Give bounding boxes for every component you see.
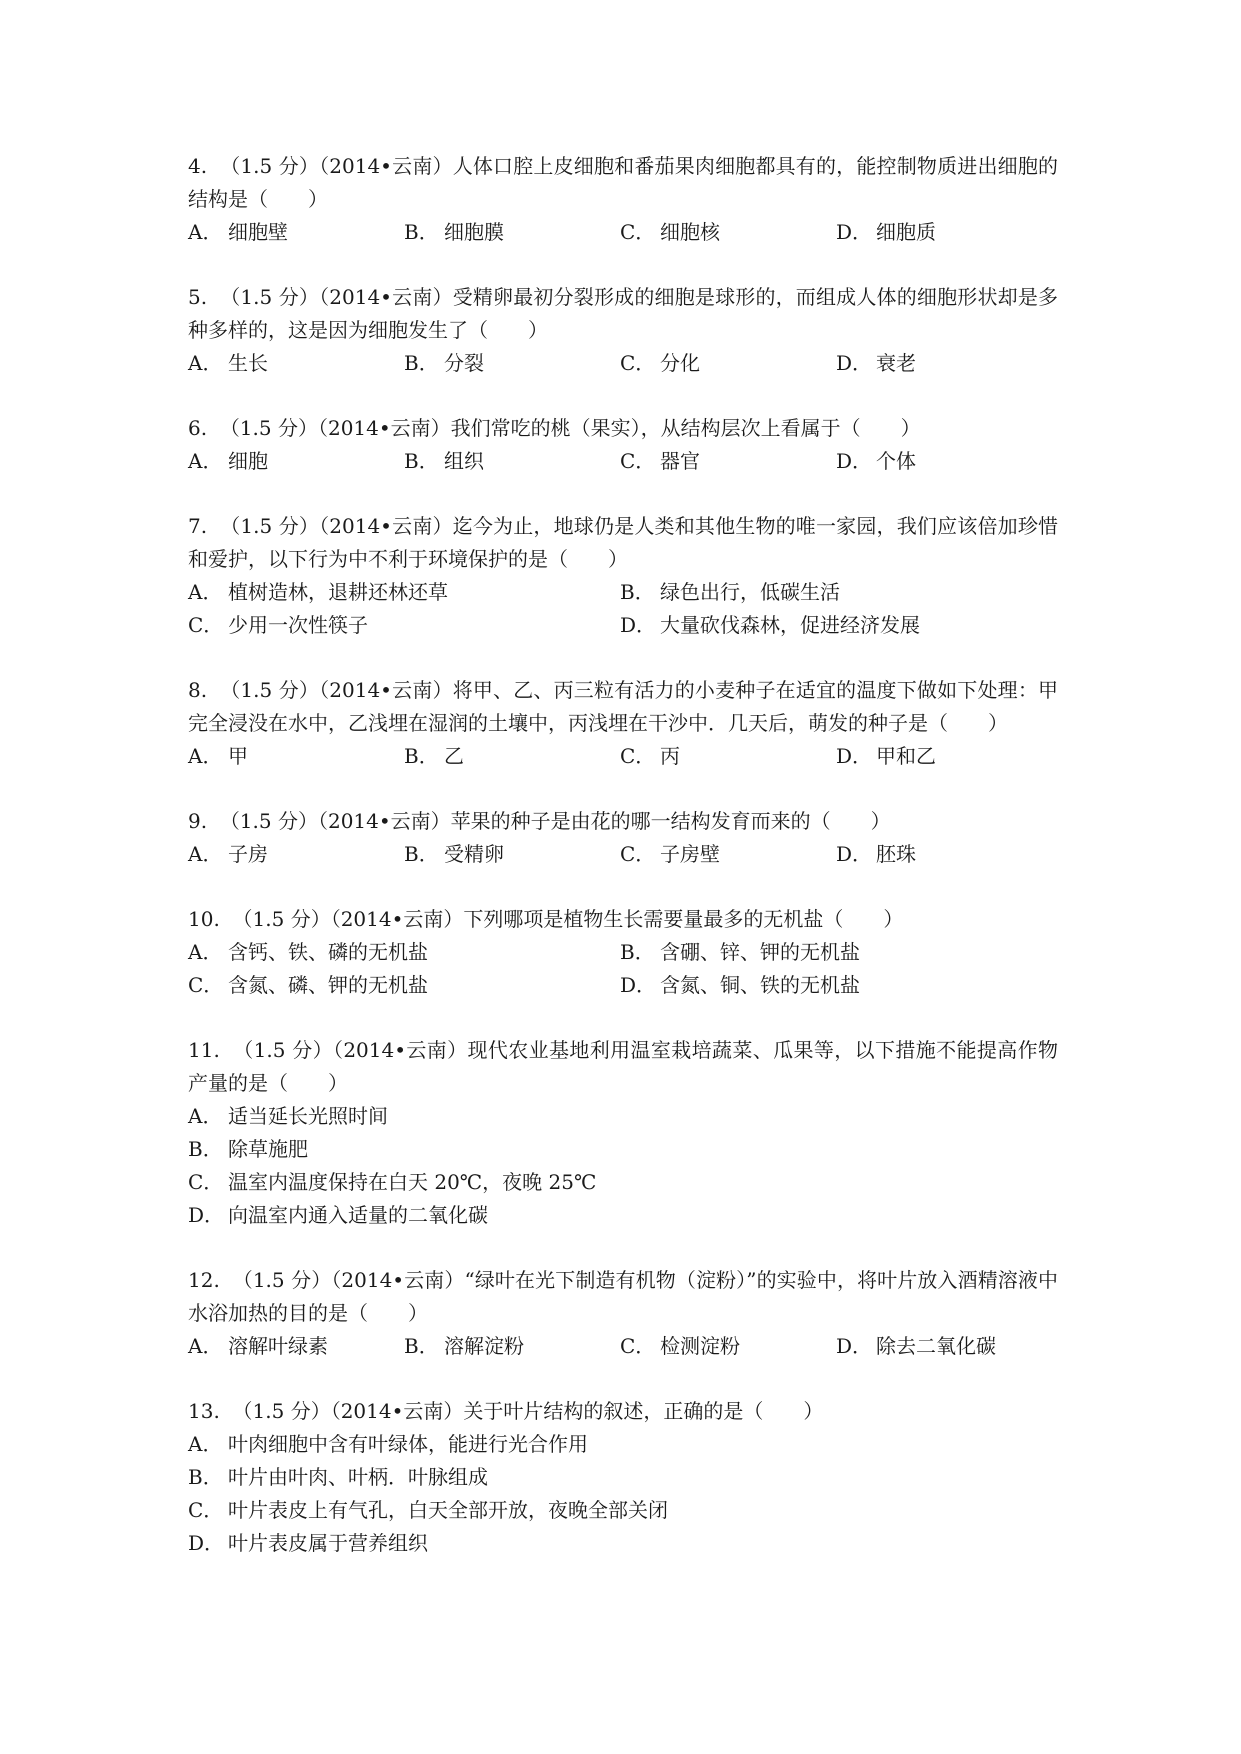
option-letter: D． [188, 1203, 225, 1227]
option-text: 细胞质 [876, 220, 936, 244]
question-number: 4. [188, 154, 208, 178]
question-7 [188, 510, 1058, 642]
option-letter: A． [188, 744, 223, 768]
option-a [188, 347, 404, 380]
question-text: （1.5 分）（2014•云南）关于叶片结构的叙述，正确的是（ ） [232, 1399, 824, 1423]
option-letter: D． [836, 842, 873, 866]
option-text: 细胞壁 [228, 220, 288, 244]
question-text: （1.5 分）（2014•云南）现代农业基地利用温室栽培蔬菜、瓜果等，以下措施不能提高作物产量的是（ ） [188, 1038, 1059, 1095]
option-b [188, 1461, 1058, 1494]
option-letter: C． [620, 351, 656, 375]
option-letter: B． [620, 940, 655, 964]
option-d [836, 838, 1052, 871]
option-a [188, 1330, 404, 1363]
option-text: 乙 [444, 744, 464, 768]
option-a [188, 445, 404, 478]
option-b [404, 445, 620, 478]
option-letter: D． [188, 1531, 225, 1555]
option-a [188, 740, 404, 773]
option-text: 向温室内通入适量的二氧化碳 [228, 1203, 488, 1227]
question-text: （1.5 分）（2014•云南）将甲、乙、丙三粒有活力的小麦种子在适宜的温度下做如下处理：甲完全浸没在水中，乙浅埋在湿润的土壤中，丙浅埋在干沙中．几天后，萌发的种子是（ ） [188, 678, 1059, 735]
option-b [404, 347, 620, 380]
option-letter: C． [620, 449, 656, 473]
answer-options [188, 216, 1058, 249]
option-letter: B． [404, 744, 439, 768]
option-letter: A． [188, 580, 223, 604]
option-b [404, 1330, 620, 1363]
option-text: 分化 [660, 351, 700, 375]
question-number: 7. [188, 514, 208, 538]
question-10 [188, 903, 1058, 1002]
option-letter: D． [620, 613, 657, 637]
option-c [188, 1494, 1058, 1527]
option-text: 受精卵 [444, 842, 504, 866]
option-text: 叶肉细胞中含有叶绿体，能进行光合作用 [228, 1432, 588, 1456]
option-letter: A． [188, 1104, 223, 1128]
question-12 [188, 1264, 1058, 1363]
question-stem [188, 412, 1058, 445]
question-text: （1.5 分）（2014•云南）“绿叶在光下制造有机物（淀粉）”的实验中，将叶片放入酒精溶液中水浴加热的目的是（ ） [188, 1268, 1058, 1325]
question-number: 10. [188, 907, 220, 931]
question-text: （1.5 分）（2014•云南）人体口腔上皮细胞和番茄果肉细胞都具有的，能控制物质进出细胞的结构是（ ） [188, 154, 1059, 211]
question-5 [188, 281, 1058, 380]
option-d [188, 1199, 1058, 1232]
option-letter: A． [188, 351, 223, 375]
option-c [188, 1166, 1058, 1199]
option-b [620, 576, 1052, 609]
option-text: 甲 [228, 744, 248, 768]
question-text: （1.5 分）（2014•云南）受精卵最初分裂形成的细胞是球形的，而组成人体的细胞形状却是多种多样的，这是因为细胞发生了（ ） [188, 285, 1059, 342]
question-stem [188, 674, 1058, 740]
option-d [620, 969, 1052, 1002]
question-9 [188, 805, 1058, 871]
option-letter: C． [620, 1334, 656, 1358]
option-text: 组织 [444, 449, 484, 473]
option-text: 甲和乙 [876, 744, 936, 768]
question-stem [188, 1395, 1058, 1428]
option-letter: A． [188, 220, 223, 244]
question-stem [188, 150, 1058, 216]
option-text: 含氮、铜、铁的无机盐 [660, 973, 860, 997]
option-text: 溶解淀粉 [444, 1334, 524, 1358]
option-b [404, 216, 620, 249]
option-letter: B． [404, 351, 439, 375]
option-letter: A． [188, 842, 223, 866]
option-letter: D． [836, 351, 873, 375]
option-d [836, 216, 1052, 249]
option-d [836, 347, 1052, 380]
option-d [620, 609, 1052, 642]
question-4 [188, 150, 1058, 249]
question-number: 9. [188, 809, 208, 833]
option-text: 胚珠 [876, 842, 916, 866]
option-letter: B． [404, 449, 439, 473]
option-letter: B． [404, 1334, 439, 1358]
option-d [836, 1330, 1052, 1363]
option-text: 子房 [228, 842, 268, 866]
answer-options [188, 445, 1058, 478]
option-letter: B． [188, 1465, 223, 1489]
question-number: 11. [188, 1038, 220, 1062]
exam-page [188, 150, 1058, 1592]
answer-options [188, 740, 1058, 773]
question-stem [188, 1264, 1058, 1330]
option-c [620, 740, 836, 773]
option-text: 衰老 [876, 351, 916, 375]
question-number: 12. [188, 1268, 220, 1292]
option-text: 叶片由叶肉、叶柄．叶脉组成 [228, 1465, 488, 1489]
question-number: 13. [188, 1399, 220, 1423]
option-letter: A． [188, 940, 223, 964]
option-text: 含氮、磷、钾的无机盐 [228, 973, 428, 997]
answer-options [188, 1330, 1058, 1363]
option-letter: C． [188, 973, 224, 997]
option-letter: A． [188, 449, 223, 473]
option-a [188, 1428, 1058, 1461]
option-letter: C． [188, 1498, 224, 1522]
option-text: 细胞核 [660, 220, 720, 244]
option-text: 少用一次性筷子 [228, 613, 368, 637]
option-text: 除去二氧化碳 [876, 1334, 996, 1358]
option-text: 大量砍伐森林，促进经济发展 [660, 613, 920, 637]
option-b [620, 936, 1052, 969]
option-text: 除草施肥 [228, 1137, 308, 1161]
option-d [836, 445, 1052, 478]
option-text: 细胞 [228, 449, 268, 473]
option-text: 温室内温度保持在白天 20℃，夜晚 25℃ [228, 1170, 597, 1194]
option-d [188, 1527, 1058, 1560]
option-c [188, 969, 620, 1002]
option-letter: D． [836, 449, 873, 473]
option-c [620, 347, 836, 380]
question-number: 5. [188, 285, 208, 309]
question-6 [188, 412, 1058, 478]
option-text: 植树造林，退耕还林还草 [228, 580, 448, 604]
question-text: （1.5 分）（2014•云南）苹果的种子是由花的哪一结构发育而来的（ ） [219, 809, 891, 833]
option-c [620, 1330, 836, 1363]
option-letter: B． [188, 1137, 223, 1161]
option-a [188, 216, 404, 249]
question-stem [188, 510, 1058, 576]
option-text: 子房壁 [660, 842, 720, 866]
option-a [188, 936, 620, 969]
option-b [188, 1133, 1058, 1166]
option-text: 分裂 [444, 351, 484, 375]
option-text: 丙 [660, 744, 680, 768]
option-letter: A． [188, 1432, 223, 1456]
answer-options [188, 347, 1058, 380]
option-c [188, 609, 620, 642]
option-a [188, 838, 404, 871]
question-stem [188, 281, 1058, 347]
option-letter: B． [620, 580, 655, 604]
question-stem [188, 1034, 1058, 1100]
question-number: 6. [188, 416, 208, 440]
answer-options [188, 1428, 1058, 1560]
option-text: 叶片表皮属于营养组织 [228, 1531, 428, 1555]
option-letter: C． [620, 842, 656, 866]
question-8 [188, 674, 1058, 773]
question-11 [188, 1034, 1058, 1232]
option-a [188, 576, 620, 609]
option-text: 溶解叶绿素 [228, 1334, 328, 1358]
question-text: （1.5 分）（2014•云南）下列哪项是植物生长需要量最多的无机盐（ ） [232, 907, 904, 931]
option-b [404, 740, 620, 773]
option-text: 绿色出行，低碳生活 [660, 580, 840, 604]
question-stem [188, 805, 1058, 838]
answer-options [188, 576, 1058, 642]
option-b [404, 838, 620, 871]
option-letter: C． [188, 1170, 224, 1194]
option-text: 含钙、铁、磷的无机盐 [228, 940, 428, 964]
question-number: 8. [188, 678, 208, 702]
answer-options [188, 838, 1058, 871]
option-letter: D． [836, 1334, 873, 1358]
option-c [620, 838, 836, 871]
option-text: 生长 [228, 351, 268, 375]
answer-options [188, 936, 1058, 1002]
option-d [836, 740, 1052, 773]
option-letter: D． [836, 744, 873, 768]
option-letter: C． [188, 613, 224, 637]
question-stem [188, 903, 1058, 936]
option-text: 个体 [876, 449, 916, 473]
option-text: 器官 [660, 449, 700, 473]
option-letter: C． [620, 220, 656, 244]
option-letter: D． [620, 973, 657, 997]
question-13 [188, 1395, 1058, 1560]
option-text: 细胞膜 [444, 220, 504, 244]
option-letter: A． [188, 1334, 223, 1358]
option-c [620, 216, 836, 249]
option-a [188, 1100, 1058, 1133]
answer-options [188, 1100, 1058, 1232]
option-letter: D． [836, 220, 873, 244]
question-text: （1.5 分）（2014•云南）迄今为止，地球仍是人类和其他生物的唯一家园，我们应该倍加珍惜和爱护，以下行为中不利于环境保护的是（ ） [188, 514, 1059, 571]
option-letter: B． [404, 842, 439, 866]
option-letter: C． [620, 744, 656, 768]
option-text: 检测淀粉 [660, 1334, 740, 1358]
option-text: 含硼、锌、钾的无机盐 [660, 940, 860, 964]
option-text: 适当延长光照时间 [228, 1104, 388, 1128]
question-text: （1.5 分）（2014•云南）我们常吃的桃（果实），从结构层次上看属于（ ） [219, 416, 921, 440]
option-letter: B． [404, 220, 439, 244]
option-c [620, 445, 836, 478]
option-text: 叶片表皮上有气孔，白天全部开放，夜晚全部关闭 [228, 1498, 668, 1522]
